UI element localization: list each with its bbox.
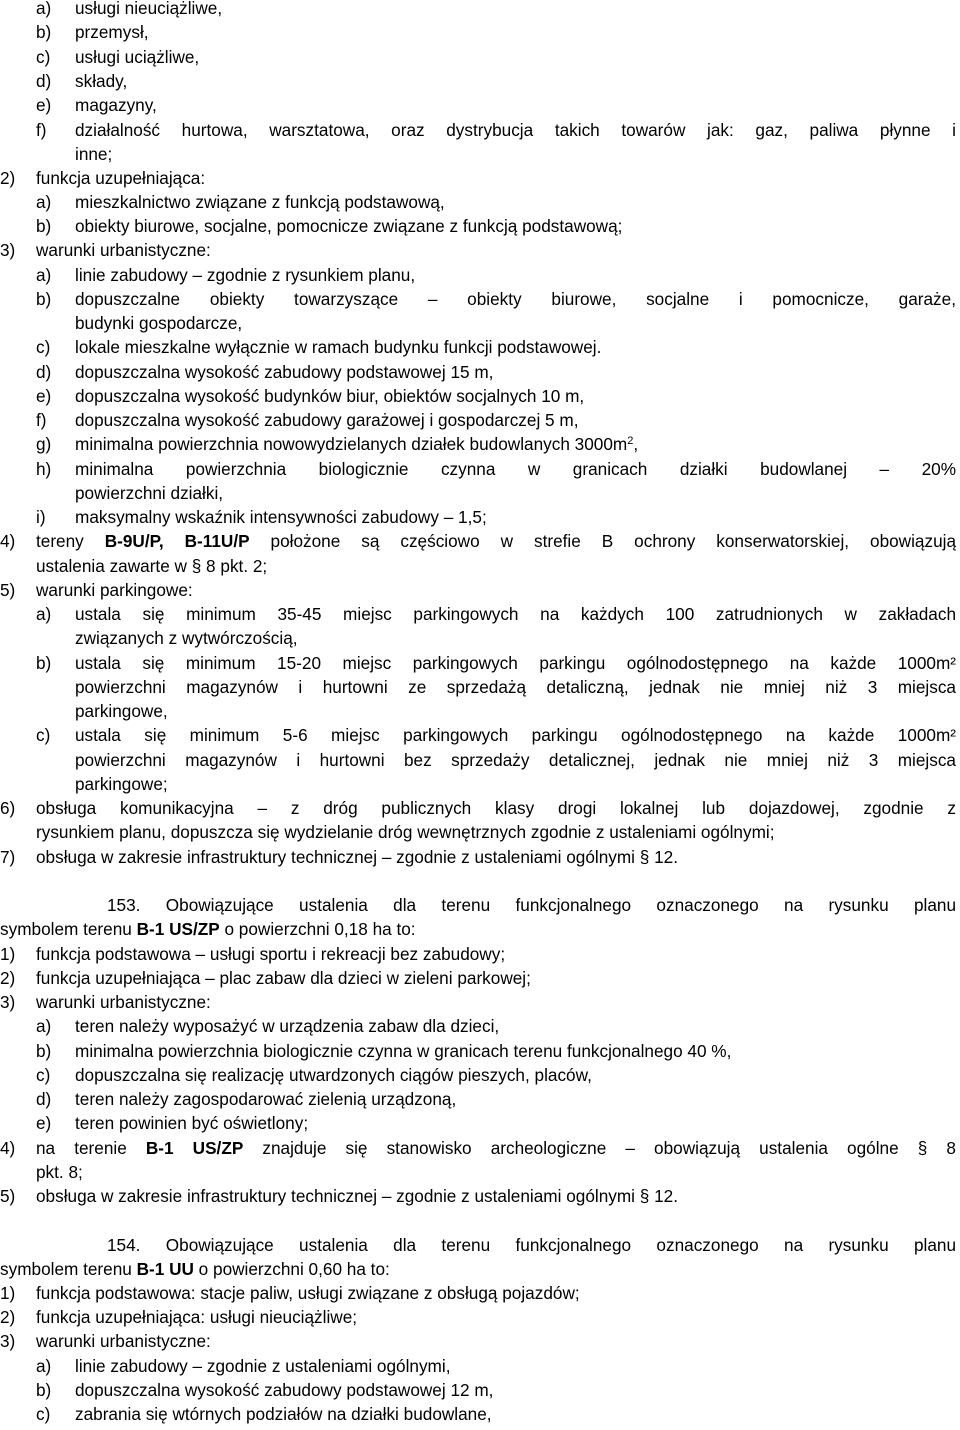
- list-item: [0, 190, 960, 214]
- list-item: [0, 1184, 960, 1208]
- list-text: dopuszczalna wysokość zabudowy garażowej i gospodarczej 5 m,: [75, 410, 579, 430]
- list-item: [0, 263, 960, 287]
- list-item: [0, 214, 960, 238]
- list-marker: b): [36, 22, 52, 42]
- list-marker: 3): [0, 992, 16, 1012]
- text-run: znajduje się stanowisko archeologiczne – obowiązują ustalenia ogólne § 8: [243, 1138, 956, 1158]
- list-text: ustala się minimum 5-6 miejsc parkingowych parkingu ogólnodostępnego na każde 1000m²: [75, 725, 956, 745]
- list-item: [0, 1087, 960, 1111]
- list-item: [0, 360, 960, 384]
- list-item: [0, 1014, 960, 1038]
- list-text: [36, 1136, 956, 1160]
- list-marker: 5): [0, 580, 16, 600]
- list-marker: c): [36, 337, 51, 357]
- list-marker: 3): [0, 1331, 16, 1351]
- list-text-continuation: powierzchni magazynów i hurtowni bez sprzedaży detalicznej, jednak nie mniej niż 3 miejsca: [75, 750, 956, 770]
- list-marker: f): [36, 120, 47, 140]
- list-item: [0, 942, 960, 966]
- list-text-continuation: parkingowe;: [75, 774, 168, 794]
- list-text-continuation: powierzchni magazynów i hurtowni ze sprzedażą detaliczną, jednak nie mniej niż 3 miejsca: [75, 677, 956, 697]
- list-marker: f): [36, 410, 47, 430]
- list-text: linie zabudowy – zgodnie z rysunkiem planu,: [75, 265, 416, 285]
- list-marker: a): [36, 1356, 52, 1376]
- list-text: usługi uciążliwe,: [75, 47, 200, 67]
- list-text: usługi nieuciążliwe,: [75, 0, 223, 18]
- list-item: [0, 166, 960, 190]
- section-heading: 154. Obowiązujące ustalenia dla terenu funkcjonalnego oznaczonego na rysunku planu: [107, 1235, 956, 1255]
- list-marker: 3): [0, 240, 16, 260]
- list-text: dopuszczalne obiekty towarzyszące – obiekty biurowe, socjalne i pomocnicze, garaże,: [75, 289, 956, 309]
- list-item: [0, 0, 960, 20]
- list-marker: 1): [0, 1283, 16, 1303]
- list-text: funkcja podstawowa: stacje paliw, usługi związane z obsługą pojazdów;: [36, 1283, 580, 1303]
- list-item: [0, 1136, 960, 1160]
- text-run: położone są częściowo w strefie B ochrony konserwatorskiej, obowiązują: [249, 531, 957, 551]
- list-marker: e): [36, 386, 52, 406]
- list-text: działalność hurtowa, warsztatowa, oraz dystrybucja takich towarów jak: gaz, paliwa płynne i: [75, 120, 956, 140]
- list-text: przemysł,: [75, 22, 149, 42]
- list-item: [0, 1354, 960, 1378]
- list-marker: d): [36, 1089, 52, 1109]
- list-marker: 4): [0, 1138, 16, 1158]
- list-text-continuation: ustalenia zawarte w § 8 pkt. 2;: [36, 556, 268, 576]
- list-text: linie zabudowy – zgodnie z ustaleniami ogólnymi,: [75, 1356, 451, 1376]
- list-item: [0, 384, 960, 408]
- list-item: [0, 1305, 960, 1329]
- list-marker: e): [36, 95, 52, 115]
- list-marker: a): [36, 265, 52, 285]
- list-text: magazyny,: [75, 95, 157, 115]
- list-marker: 7): [0, 847, 16, 867]
- list-text: dopuszczalna wysokość zabudowy podstawowej 12 m,: [75, 1380, 494, 1400]
- list-text: zabrania się wtórnych podziałów na działki budowlane,: [75, 1404, 492, 1424]
- list-marker: h): [36, 459, 52, 479]
- term-symbol: B-1 US/ZP: [145, 1138, 244, 1158]
- list-marker: 2): [0, 1307, 16, 1327]
- list-text: dopuszczalna wysokość budynków biur, obiektów socjalnych 10 m,: [75, 386, 585, 406]
- list-text-continuation: pkt. 8;: [36, 1162, 83, 1182]
- list-text: składy,: [75, 71, 128, 91]
- list-text: ustala się minimum 35-45 miejsc parkingowych na każdych 100 zatrudnionych w zakładach: [75, 604, 956, 624]
- list-marker: i): [36, 507, 46, 527]
- text-run: tereny: [36, 531, 105, 551]
- list-marker: b): [36, 216, 52, 236]
- list-marker: c): [36, 1404, 51, 1424]
- term-symbol: B-1 US/ZP: [136, 919, 220, 939]
- term-symbol: B-9U/P, B-11U/P: [104, 531, 250, 551]
- list-text-continuation: budynki gospodarcze,: [75, 313, 243, 333]
- list-marker: 4): [0, 531, 16, 551]
- section-heading-continuation: [0, 1257, 390, 1281]
- list-marker: a): [36, 192, 52, 212]
- list-marker: c): [36, 1065, 51, 1085]
- list-text: teren należy wyposażyć w urządzenia zabaw dla dzieci,: [75, 1016, 500, 1036]
- list-item: [0, 1063, 960, 1087]
- list-text-continuation: powierzchni działki,: [75, 483, 224, 503]
- list-text: funkcja uzupełniająca: usługi nieuciążliwe;: [36, 1307, 358, 1327]
- list-item: [0, 1402, 960, 1426]
- list-text: warunki parkingowe:: [36, 580, 193, 600]
- list-marker: b): [36, 289, 52, 309]
- list-item: [0, 845, 960, 869]
- list-item: [0, 69, 960, 93]
- list-text: ustala się minimum 15-20 miejsc parkingowych parkingu ogólnodostępnego na każde 1000m²: [75, 653, 956, 673]
- list-item: [0, 723, 960, 747]
- list-item: [0, 578, 960, 602]
- list-text-continuation: parkingowe,: [75, 701, 168, 721]
- list-marker: d): [36, 71, 52, 91]
- list-item: [0, 238, 960, 262]
- section-heading-continuation: [0, 917, 416, 941]
- list-marker: a): [36, 604, 52, 624]
- list-text: lokale mieszkalne wyłącznie w ramach budynku funkcji podstawowej.: [75, 337, 602, 357]
- list-item: [0, 408, 960, 432]
- list-item: [0, 1281, 960, 1305]
- list-item: [0, 457, 960, 481]
- list-text: minimalna powierzchnia biologicznie czynna w granicach działki budowlanej – 20%: [75, 459, 956, 479]
- list-marker: 5): [0, 1186, 16, 1206]
- list-text: minimalna powierzchnia biologicznie czynna w granicach terenu funkcjonalnego 40 %,: [75, 1041, 732, 1061]
- list-item: [0, 93, 960, 117]
- list-marker: d): [36, 362, 52, 382]
- list-marker: 2): [0, 168, 16, 188]
- list-item: [0, 505, 960, 529]
- superscript: 2: [627, 435, 634, 447]
- list-item: [0, 20, 960, 44]
- list-marker: a): [36, 0, 52, 18]
- list-marker: e): [36, 1113, 52, 1133]
- text-run: o powierzchni 0,18 ha to:: [219, 919, 416, 939]
- list-text: obiekty biurowe, socjalne, pomocnicze związane z funkcją podstawową;: [75, 216, 623, 236]
- list-item: [0, 287, 960, 311]
- list-item: [0, 1111, 960, 1135]
- list-item: [0, 1329, 960, 1353]
- list-text: obsługa w zakresie infrastruktury technicznej – zgodnie z ustaleniami ogólnymi § 12.: [36, 847, 678, 867]
- list-marker: 6): [0, 798, 16, 818]
- list-text: warunki urbanistyczne:: [36, 1331, 211, 1351]
- list-text-continuation: związanych z wytwórczością,: [75, 628, 298, 648]
- text-run: na terenie: [36, 1138, 146, 1158]
- list-text: dopuszczalna wysokość zabudowy podstawowej 15 m,: [75, 362, 494, 382]
- list-marker: 2): [0, 968, 16, 988]
- list-text: warunki urbanistyczne:: [36, 992, 211, 1012]
- list-item: [0, 651, 960, 675]
- list-item: [0, 990, 960, 1014]
- list-text: teren należy zagospodarować zielenią urządzoną,: [75, 1089, 457, 1109]
- list-text: funkcja uzupełniająca – plac zabaw dla dzieci w zieleni parkowej;: [36, 968, 531, 988]
- list-text: obsługa komunikacyjna – z dróg publicznych klasy drogi lokalnej lub dojazdowej, zgodnie z: [36, 798, 956, 818]
- list-item: [0, 335, 960, 359]
- list-marker: b): [36, 1380, 52, 1400]
- list-text: mieszkalnictwo związane z funkcją podstawową,: [75, 192, 445, 212]
- term-symbol: B-1 UU: [136, 1259, 194, 1279]
- list-item: [0, 796, 960, 820]
- text-run: symbolem terenu: [0, 1259, 137, 1279]
- text-run: symbolem terenu: [0, 919, 137, 939]
- list-text: obsługa w zakresie infrastruktury technicznej – zgodnie z ustaleniami ogólnymi § 12.: [36, 1186, 678, 1206]
- list-item: [0, 1039, 960, 1063]
- list-marker: 1): [0, 944, 16, 964]
- text-run: ,: [633, 434, 639, 454]
- list-item: [0, 432, 960, 456]
- list-text-continuation: inne;: [75, 144, 113, 164]
- list-item: [0, 118, 960, 142]
- list-text: funkcja uzupełniająca:: [36, 168, 206, 188]
- list-text-continuation: rysunkiem planu, dopuszcza się wydzielanie dróg wewnętrznych zgodnie z ustaleniami ogólnymi;: [36, 822, 775, 842]
- list-text: [36, 529, 956, 553]
- list-item: [0, 966, 960, 990]
- text-run: o powierzchni 0,60 ha to:: [193, 1259, 390, 1279]
- list-item: [0, 602, 960, 626]
- list-text: warunki urbanistyczne:: [36, 240, 211, 260]
- list-marker: g): [36, 434, 52, 454]
- list-item: [0, 45, 960, 69]
- list-marker: c): [36, 725, 51, 745]
- list-text: teren powinien być oświetlony;: [75, 1113, 309, 1133]
- list-item: [0, 1378, 960, 1402]
- list-marker: a): [36, 1016, 52, 1036]
- list-text: dopuszczalna się realizację utwardzonych ciągów pieszych, placów,: [75, 1065, 592, 1085]
- list-item: [0, 529, 960, 553]
- text-run: minimalna powierzchnia nowowydzielanych działek budowlanych 3000m: [75, 434, 628, 454]
- list-marker: b): [36, 653, 52, 673]
- list-text: funkcja podstawowa – usługi sportu i rekreacji bez zabudowy;: [36, 944, 506, 964]
- list-marker: b): [36, 1041, 52, 1061]
- list-marker: c): [36, 47, 51, 67]
- section-heading: 153. Obowiązujące ustalenia dla terenu funkcjonalnego oznaczonego na rysunku planu: [107, 895, 956, 915]
- list-text: [75, 432, 638, 456]
- list-text: maksymalny wskaźnik intensywności zabudowy – 1,5;: [75, 507, 487, 527]
